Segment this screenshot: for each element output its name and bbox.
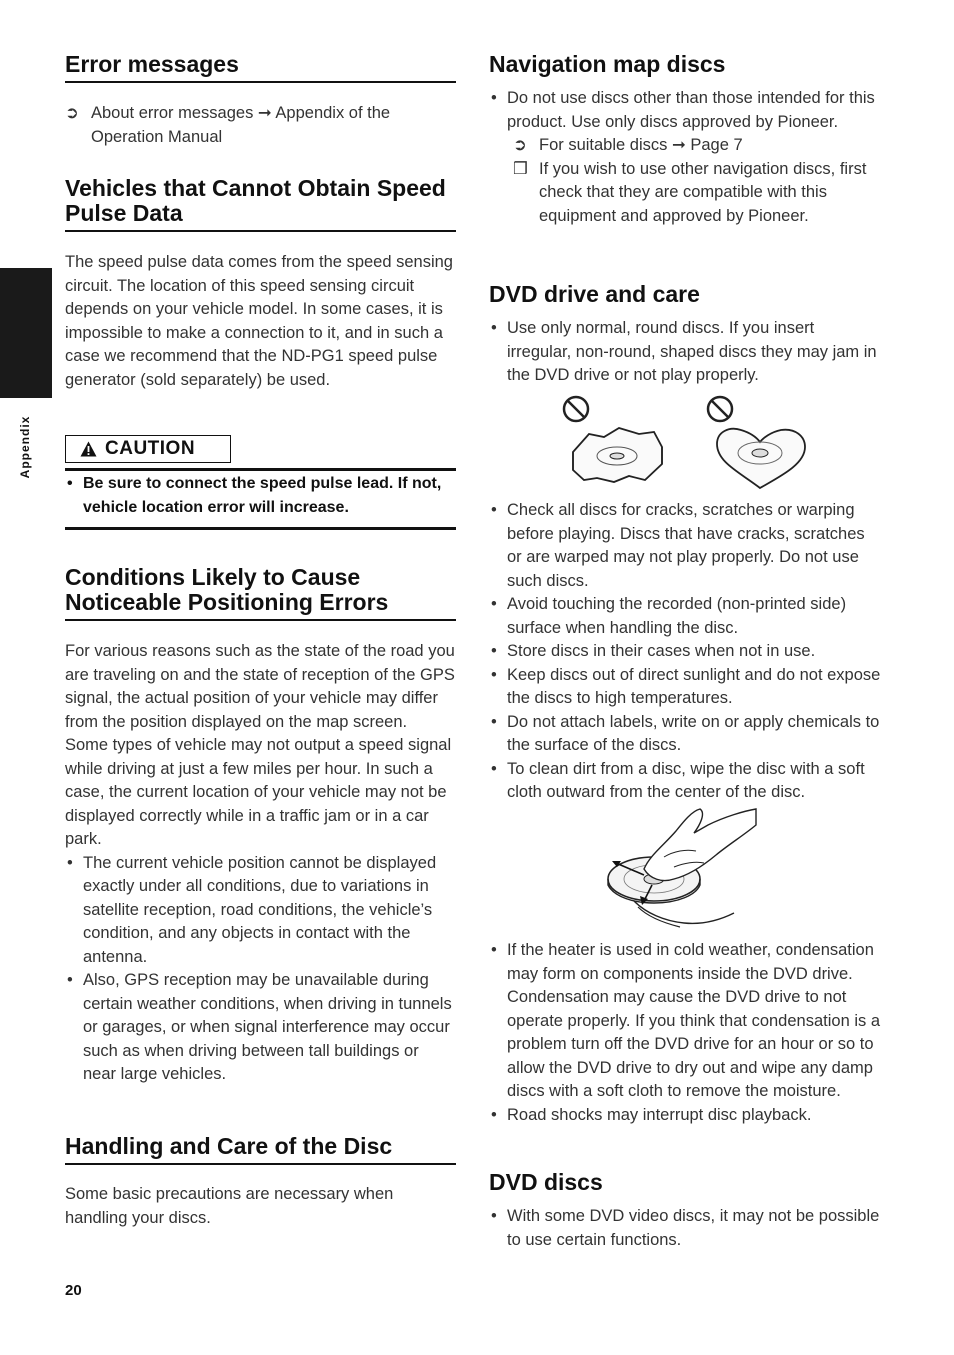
list-item: • The current vehicle position cannot be displayed exactly under all conditions, due to variations in satellite reception, road conditions, the vehicle’s condition, and any objects in contact with the antenna. [65, 852, 456, 970]
warning-triangle-icon [80, 441, 97, 457]
dvd-drive-care-heading: DVD drive and care [489, 281, 700, 307]
conditions-heading: Conditions Likely to Cause Noticeable Positioning Errors [65, 565, 456, 621]
caution-label-box [65, 435, 231, 463]
vehicles-heading: Vehicles that Cannot Obtain Speed Pulse Data [65, 176, 456, 232]
note-box-icon: ❒ [513, 159, 528, 178]
navigation-discs-heading: Navigation map discs [489, 51, 726, 77]
vehicles-section [65, 176, 456, 232]
list-item: • Use only normal, round discs. If you insert irregular, non-round, shaped discs they may jam in the DVD drive or not play properly. [489, 317, 881, 388]
caution-label: CAUTION [105, 438, 196, 459]
caution-bottom-rule [65, 527, 456, 530]
list-item: • To clean dirt from a disc, wipe the disc with a soft cloth outward from the center of the disc. [489, 758, 881, 805]
conditions-paragraph-1: For various reasons such as the state of the road you are traveling on and the state of reception of the GPS signal, the actual position of your vehicle may differ from the position displayed on the map screen. [65, 642, 455, 731]
condensation-bullet-list [489, 939, 881, 1127]
handling-heading: Handling and Care of the Disc [65, 1134, 456, 1165]
heart-disc-icon [717, 429, 805, 488]
vehicles-body: The speed pulse data comes from the speed sensing circuit. The location of this speed sensing circuit depends on your vehicle model. In some cases, it is impossible to make a connection to it, and in such a case we recommend that the ND-PG1 speed pulse generator (sold separately) be used. [65, 253, 453, 389]
side-tab-marker [0, 268, 52, 398]
caution-top-rule [65, 468, 456, 471]
prohibited-icon [564, 397, 588, 421]
error-messages-heading: Error messages [65, 52, 456, 83]
page-number: 20 [65, 1282, 82, 1299]
hand-with-cloth-icon [644, 809, 756, 881]
list-item: • Check all discs for cracks, scratches or warping before playing. Discs that have cracks, scratches or are warped may not play properly. Do not use such discs. [489, 499, 881, 593]
irregular-discs-illustration [559, 392, 881, 492]
dvd-discs-section [489, 1170, 881, 1199]
list-item: • Road shocks may interrupt disc playback. [489, 1104, 881, 1128]
conditions-section [65, 565, 456, 621]
disc-care-bullet-list [489, 499, 881, 805]
list-item: • Do not use discs other than those intended for this product. Use only discs approved by Pioneer. [489, 87, 881, 134]
dvd-discs-heading: DVD discs [489, 1169, 603, 1195]
prohibited-icon [708, 397, 732, 421]
list-item: • Also, GPS reception may be unavailable during certain weather conditions, when driving in tunnels or garages, or when signal interference may occur such as when driving between tall buildings or near large vehicles. [65, 969, 456, 1087]
shaped-disc-icon [573, 428, 662, 482]
conditions-paragraph-2: Some types of vehicle may not output a speed signal while driving at just a few miles per hour. In such a case, the current location of your vehicle may not be displayed correctly while in a traffic jam or in a car park. [65, 736, 452, 848]
list-item: • If the heater is used in cold weather, condensation may form on components inside the DVD drive. Condensation may cause the DVD drive to not operate properly. If you think that condensation is a problem turn off the DVD drive for an hour or so to allow the DVD drive to dry out and wipe any damp discs with a soft cloth to remove the moisture. [489, 939, 881, 1104]
handling-body: Some basic precautions are necessary when handling your discs. [65, 1185, 394, 1227]
caution-item: • Be sure to connect the speed pulse lead. If not, vehicle location error will increase. [65, 472, 456, 520]
navigation-discs-section [489, 52, 881, 81]
list-item: • Do not attach labels, write on or apply chemicals to the surface of the discs. [489, 711, 881, 758]
disc-cleaning-illustration [604, 805, 881, 930]
supporting-hand-icon [634, 901, 734, 927]
dvd-drive-care-section [489, 282, 881, 311]
error-messages-section [65, 52, 456, 83]
list-item: • With some DVD video discs, it may not be possible to use certain functions. [489, 1205, 881, 1252]
list-item: • Store discs in their cases when not in use. [489, 640, 881, 664]
navigation-discs-note: ❒ If you wish to use other navigation discs, first check that they are compatible with this equipment and approved by Pioneer. [513, 159, 867, 225]
list-item: • Keep discs out of direct sunlight and do not expose the discs to high temperatures. [489, 664, 881, 711]
list-item: • Avoid touching the recorded (non-printed side) surface when handling the disc. [489, 593, 881, 640]
reference-arrow-icon: ➲ [65, 104, 79, 122]
handling-section [65, 1134, 456, 1165]
conditions-bullet-list [65, 852, 456, 1087]
reference-arrow-icon: ➲ [513, 136, 527, 154]
side-tab-label: Appendix [18, 415, 32, 479]
suitable-discs-reference: ➲ For suitable discs ➞ Page 7 [513, 134, 881, 158]
error-messages-reference: ➲ About error messages ➞ Appendix of the Operation Manual [65, 104, 391, 146]
